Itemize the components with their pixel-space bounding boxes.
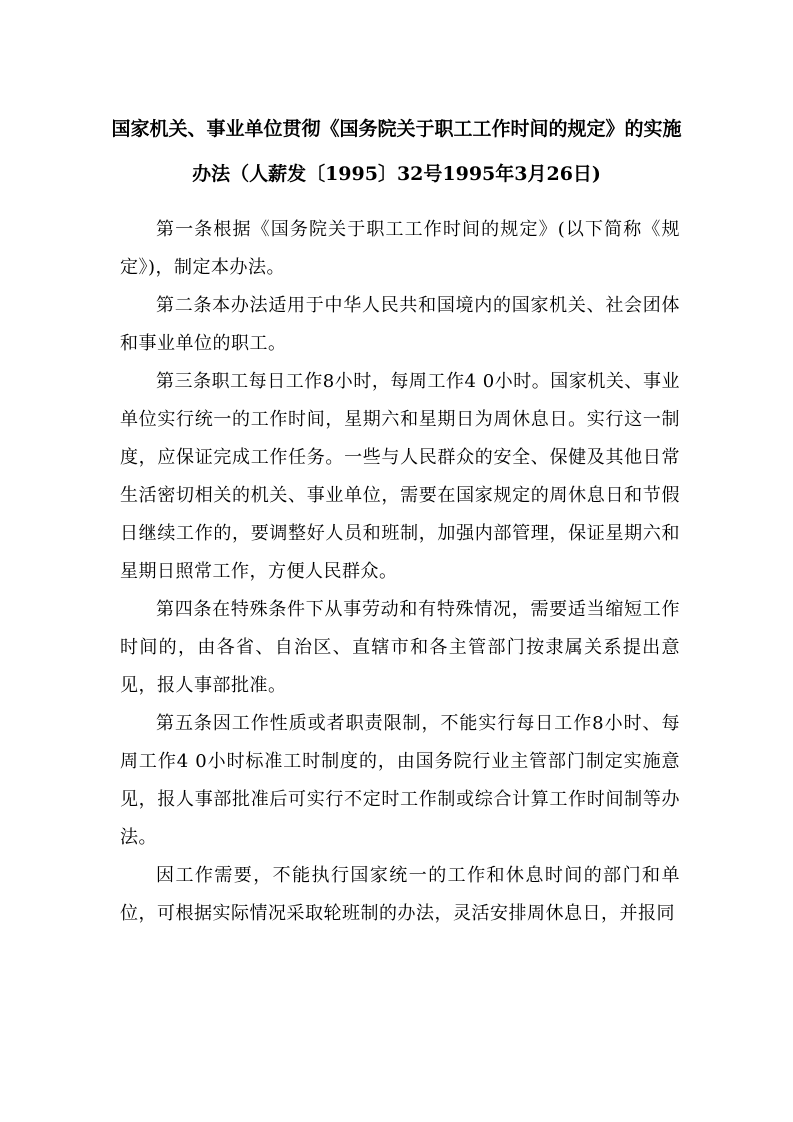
document-title-line-1: 国家机关、事业单位贯彻《国务院关于职工工作时间的规定》的实施 — [111, 118, 682, 140]
article-5-continuation-paragraph: 因工作需要，不能执行国家统一的工作和休息时间的部门和单位，可根据实际情况采取轮班制的办法，灵活安排周休息日，并报同 — [120, 865, 680, 924]
document-body — [120, 211, 680, 933]
article-1-paragraph: 第一条根据《国务院关于职工工作时间的规定》(以下简称《规定》)，制定本办法。 — [120, 219, 680, 278]
article-5-paragraph: 第五条因工作性质或者职责限制，不能实行每日工作8小时、每周工作4 0小时标准工时制度的，由国务院行业主管部门制定实施意见，报人事部批准后可实行不定时工作制或综合计算工作时间制等办法。 — [120, 713, 680, 848]
article-3-paragraph: 第三条职工每日工作8小时，每周工作4 0小时。国家机关、事业单位实行统一的工作时间，星期六和星期日为周休息日。实行这一制度，应保证完成工作任务。一些与人民群众的安全、保健及其他日常生活密切相关的机关、事业单位，需要在国家规定的周休息日和节假日继续工作的，要调整好人员和班制，加强内部管理，保证星期六和星期日照常工作，方便人民群众。 — [120, 371, 680, 582]
article-4-paragraph: 第四条在特殊条件下从事劳动和有特殊情况，需要适当缩短工作时间的，由各省、自治区、直辖市和各主管部门按隶属关系提出意见，报人事部批准。 — [120, 599, 680, 696]
document-title-line-2: 办法（人薪发〔1995〕32号1995年3月26日) — [192, 163, 601, 185]
article-2-paragraph: 第二条本办法适用于中华人民共和国境内的国家机关、社会团体和事业单位的职工。 — [120, 295, 680, 354]
